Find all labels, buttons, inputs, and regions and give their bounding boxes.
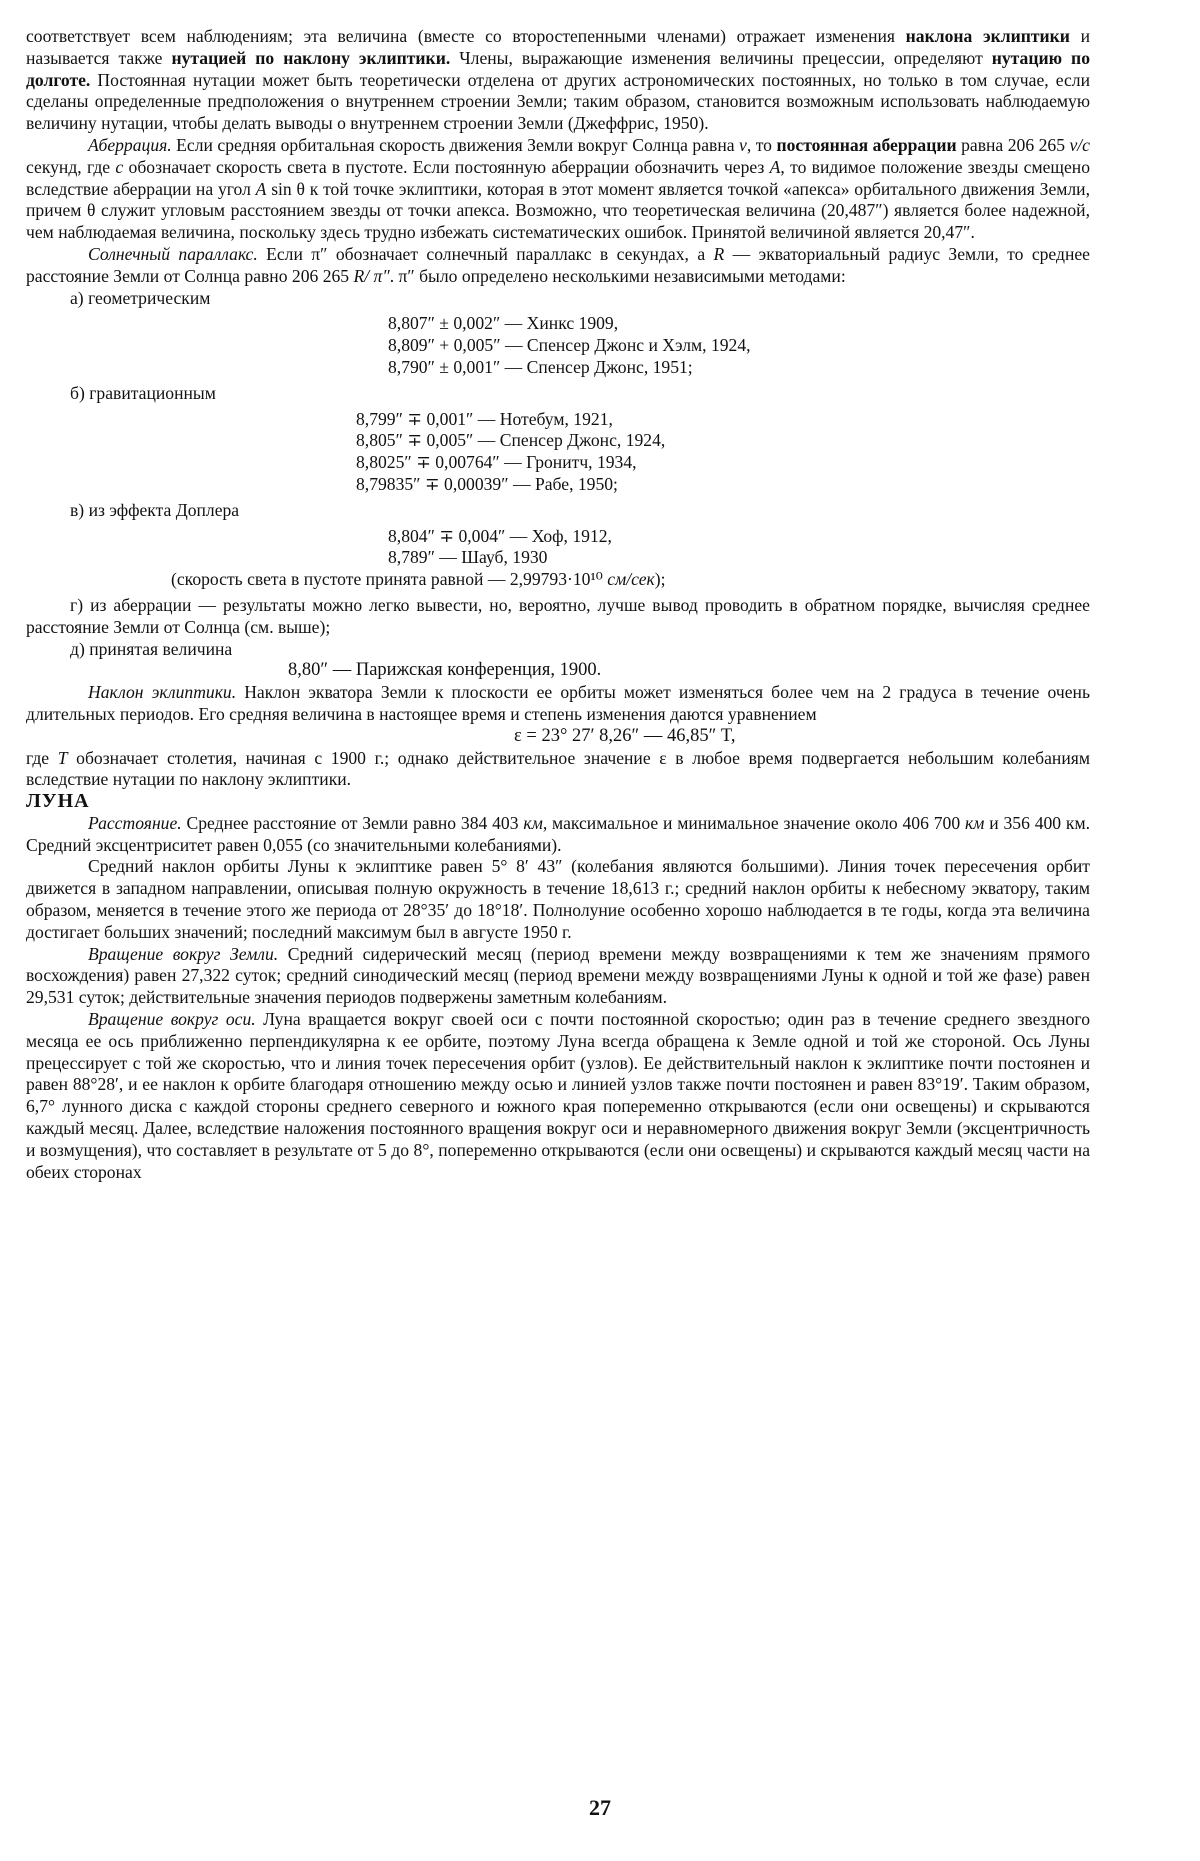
method-a-value: 8,807″ ± 0,002″ — Хинкс 1909, [388,313,619,334]
method-d-text: г) из аберрации — результаты можно легко вывести, но, вероятно, лучше вывод проводить в обратном порядке, вычисляя среднее расстояние Земли от Солнца (см. выше); [26,594,1090,637]
rotation-earth-text: Средний сидерический месяц (период времени между возвращениями к тем же значениям прямого восхождения) равен 27,322 суток; средний синодический месяц (период времени между возвращениями Луны к одной и той же фазе) равен 29,531 суток; действительные значения периодов подвержены заметным колебаниям. [26,943,1090,1008]
intro-term-nutation-longitude: нутацию по долготе. [26,47,1090,90]
obliquity-equation: ε = 23° 27′ 8,26″ — 46,85″ T, [514,725,736,746]
rotation-axis-title: Вращение вокруг оси. [88,1009,256,1030]
method-a-values [26,313,1090,378]
intro-text-1: соответствует всем наблюдениям; эта величина (вместе со второстепенными членами) отражает изменения [26,26,906,46]
obliquity-paragraph [26,682,1090,726]
parallax-text-2: — экваториальный радиус Земли, то среднее расстояние Земли от Солнца равно 206 265 [26,243,1090,286]
intro-text-4: Постоянная нутации может быть теоретически отделена от других астрономических постоянных, но только в том случае, если сделаны определенные предположения о внутреннем строении Земли; таким образом, становится возможным использовать наблюдаемую величину нутации, чтобы делать выводы о внутреннем строении Земли (Джеффрис, 1950). [26,69,1090,134]
method-b-label: б) гравитационным [70,382,216,403]
obliquity-var-t: T [57,747,68,768]
parallax-text-1: Если π″ обозначает солнечный параллакс в секундах, а [257,243,714,264]
moon-heading: ЛУНА [26,790,90,813]
method-a-value: 8,790″ ± 0,001″ — Спенсер Джонс, 1951; [388,356,693,377]
distance-paragraph [26,813,1090,857]
method-b-values [26,409,1090,496]
method-a-label: а) геометрическим [70,287,211,308]
parallax-paragraph [26,244,1090,288]
method-b-value: 8,8025″ ∓ 0,00764″ — Гронитч, 1934, [356,452,637,473]
intro-term-nutation-obliquity: нутацией по наклону эклиптики. [171,47,451,68]
method-b-value: 8,799″ ∓ 0,001″ — Нотебум, 1921, [356,408,613,429]
aberration-text-1: Если средняя орбитальная скорость движения Земли вокруг Солнца равна [171,134,740,155]
method-c-note [26,569,1090,591]
aberration-term: постоянная аберрации [776,134,957,155]
aberration-text-4: секунд, где [26,156,116,177]
parallax-text-3: . π″ было определено несколькими независимыми методами: [389,265,846,286]
aberration-text-3: равна 206 265 [956,134,1070,155]
aberration-text-7: sin θ к той точке эклиптики, которая в этот момент является точкой «апекса» орбитального движения Земли, причем θ служит угловым расстоянием звезды от точки апекса. Возможно, что теоретическая величина (20,487″) является более надежной, чем наблюдаемая величина, поскольку здесь трудно избежать систематических ошибок. Принятой величиной является 20,47″. [26,178,1090,243]
method-c-note-text: (скорость света в пустоте принята равной — 2,99793·10¹⁰ [171,569,608,590]
method-b-value: 8,79835″ ∓ 0,00039″ — Рабе, 1950; [356,473,618,494]
intro-paragraph [26,26,1090,135]
inclination-paragraph: Средний наклон орбиты Луны к эклиптике равен 5° 8′ 43″ (колебания являются большими). Линия точек пересечения орбит движется в западном направлении, описывая полную окружность в течение 18,613 г.; средний наклон орбиты к небесному экватору, таким образом, меняется в течение этого же периода от 28°35′ до 18°18′. Полнолуние особенно хорошо наблюдается в те годы, когда эта величина достигает больших значений; последний максимум был в августе 1950 г. [26,856,1090,942]
parallax-var-r: R [713,243,725,264]
distance-title: Расстояние. [88,812,182,833]
rotation-axis-paragraph [26,1009,1090,1183]
method-c-values [26,526,1090,591]
parallax-title: Солнечный параллакс. [88,243,258,264]
parallax-var-rpi: R/ π″ [353,265,390,286]
rotation-earth-title: Вращение вокруг Земли. [88,943,279,964]
aberration-var-v: v [739,134,747,155]
distance-unit-1: км [523,812,543,833]
method-c-label: в) из эффекта Доплера [70,499,240,520]
obliquity-after-text-1: где [26,747,58,768]
obliquity-title: Наклон эклиптики. [88,682,237,703]
aberration-paragraph [26,135,1090,244]
method-c-value: 8,789″ — Шауб, 1930 [388,547,548,568]
page-number: 27 [589,1795,611,1820]
aberration-var-c: c [115,156,124,177]
method-b-value: 8,805″ ∓ 0,005″ — Спенсер Джонс, 1924, [356,430,666,451]
aberration-text-6: , то видимое положение звезды смещено вследствие аберрации на угол [26,156,1091,199]
aberration-text-5: обозначает скорость света в пустоте. Если постоянную аберрации обозначить через [123,156,770,177]
aberration-text-2: , то [746,134,777,155]
distance-unit-2: км [964,812,985,833]
method-c-value: 8,804″ ∓ 0,004″ — Хоф, 1912, [388,525,612,546]
aberration-var-a-sin: A [255,178,267,199]
rotation-earth-paragraph [26,944,1090,1009]
obliquity-after-text-2: обозначает столетия, начиная с 1900 г.; однако действительное значение ε в любое время подвергается небольшим колебаниям вследствие нутации по наклону эклиптики. [26,747,1090,790]
accepted-value: 8,80″ — Парижская конференция, 1900. [288,660,602,681]
obliquity-text: Наклон экватора Земли к плоскости ее орбиты может изменяться более чем на 2 градуса в течение очень длительных периодов. Его средняя величина в настоящее время и степень изменения даются уравнением [26,682,1090,724]
aberration-var-vc: v/c [1069,134,1090,155]
distance-text-2: , максимальное и минимальное значение около 406 700 [542,812,965,833]
intro-text-2: и называется также [26,26,1090,68]
aberration-var-a: A [769,156,781,177]
aberration-title: Аберрация. [88,134,172,155]
rotation-axis-text: Луна вращается вокруг своей оси с почти постоянной скоростью; один раз в течение среднего звездного месяца ее ось приближенно перпендикулярна к ее орбите, поэтому Луна всегда обращена к Земле одной и той же стороной. Ось Луны прецессирует с той же скоростью, что и линия точек пересечения орбит (узлов). Ее действительный наклон к эклиптике почти постоянен и равен 88°28′, и ее наклон к орбите благодаря отношению между осью и линией узлов также почти постоянен и равен 83°19′. Таким образом, 6,7° лунного диска с каждой стороны среднего северного и южного края попеременно открываются (если они освещены) и скрываются каждый месяц. Далее, вследствие наложения постоянного вращения вокруг оси и неравномерного движения вокруг Земли (эксцентричность и возмущения), что составляет в результате от 5 до 8°, попеременно открываются (если они освещены) и скрываются каждый месяц части на обеих сторонах [26,1009,1090,1182]
distance-text-1: Среднее расстояние от Земли равно 384 403 [181,812,524,833]
intro-text-3: Члены, выражающие изменения величины прецессии, определяют [450,47,992,68]
intro-term-obliquity: наклона эклиптики [905,26,1070,46]
method-c-note-unit: см/сек [607,569,655,590]
distance-text-3: и 356 400 км. Средний эксцентриситет равен 0,055 (со значительными колебаниями). [26,812,1090,855]
method-a-value: 8,809″ + 0,005″ — Спенсер Джонс и Хэлм, 1924, [388,335,751,356]
method-c-note-end: ); [654,569,666,590]
method-e-text: д) принятая величина [70,638,233,659]
obliquity-after [26,748,1090,792]
